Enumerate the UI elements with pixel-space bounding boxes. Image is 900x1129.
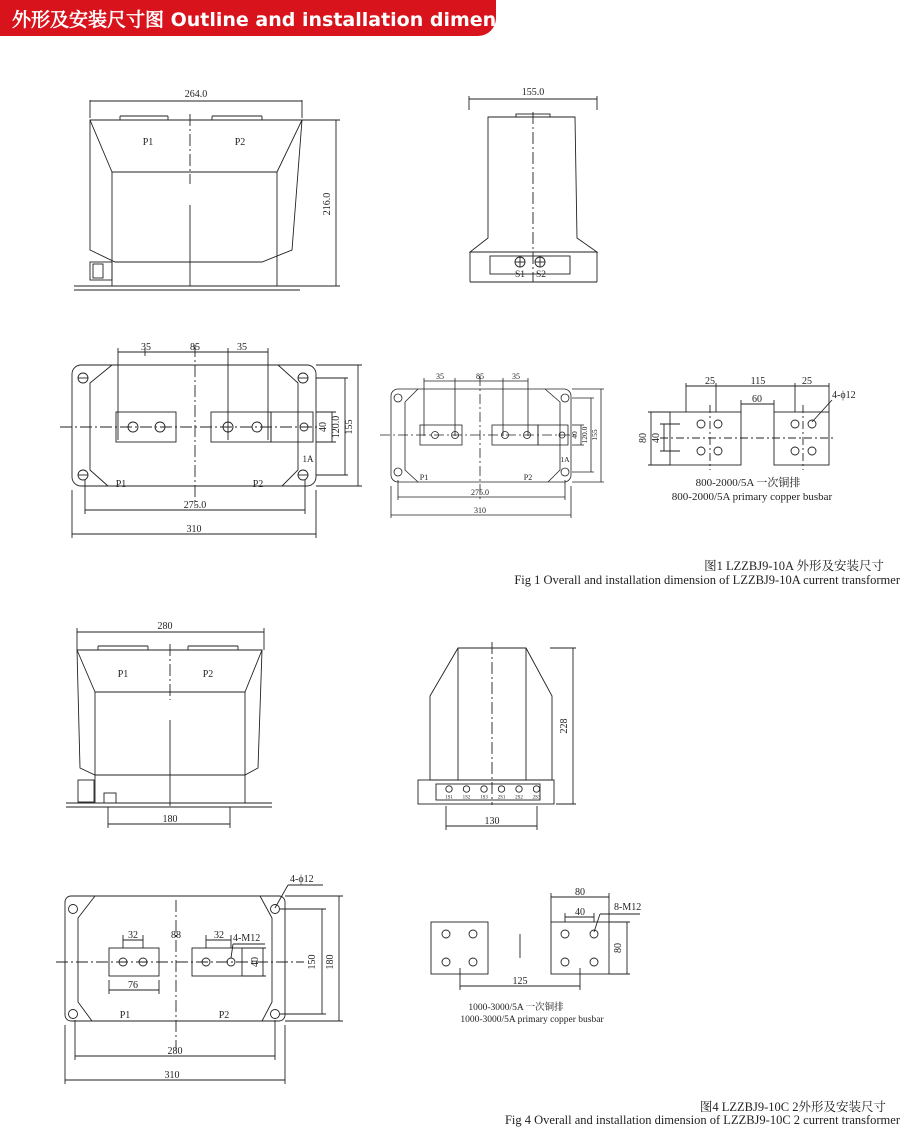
fig4-busbar-detail xyxy=(431,887,641,1025)
fig1-top-view-small xyxy=(380,372,604,518)
fig1-top-d3-label: 35 xyxy=(237,342,247,353)
fig1-caption-cn: 图1 LZZBJ9-10A 外形及安装尺寸 xyxy=(704,559,884,573)
fig1-top-small-d2-label: 85 xyxy=(476,372,484,381)
fig4-front-p1-label: P1 xyxy=(117,669,129,680)
fig1-top-small-p1-label: P1 xyxy=(419,473,429,482)
fig1-top-small-h120-label: 120.0 xyxy=(580,426,589,444)
fig1-top-small-d3-label: 35 xyxy=(512,372,520,381)
fig4-top-h180-label: 180 xyxy=(325,954,336,970)
busbar1-d25b-label: 25 xyxy=(802,376,812,387)
fig4-front-p2-label: P2 xyxy=(202,669,214,680)
fig4-top-holes-label: 4-ϕ12 xyxy=(290,874,314,885)
busbar1-d115-label: 115 xyxy=(750,376,766,387)
fig1-top-h120-label: 120.0 xyxy=(331,415,342,439)
terminal-label: 1S1 xyxy=(445,795,453,801)
fig1-top-small-d1-label: 35 xyxy=(436,372,444,381)
fig4-top-p2-label: P2 xyxy=(218,1010,230,1021)
terminal-screw-icon xyxy=(463,786,469,792)
fig4-front-view xyxy=(66,621,272,828)
fig1-front-height-label: 216.0 xyxy=(322,192,333,216)
fig1-side-s2-label: S2 xyxy=(535,270,547,280)
busbar1-h40-label: 40 xyxy=(651,433,662,443)
busbar4-caption-en: 1000-3000/5A primary copper busbar xyxy=(460,1015,604,1025)
fig4-top-d76-label: 76 xyxy=(128,980,138,991)
fig4-caption-en: Fig 4 Overall and installation dimension of LZZBJ9-10C 2 current transformer xyxy=(504,1113,900,1127)
fig4-front-base-label: 180 xyxy=(162,814,178,825)
fig4-top-p1-label: P1 xyxy=(119,1010,131,1021)
fig1-top-h40-label: 40 xyxy=(318,422,329,432)
fig1-top-h155-label: 155 xyxy=(344,419,355,435)
fig4-front-width-label: 280 xyxy=(157,621,173,632)
terminal-label: 2S1 xyxy=(497,795,506,801)
fig4-side-base-label: 130 xyxy=(484,816,500,827)
busbar4-d40-label: 40 xyxy=(575,907,585,918)
fig1-top-1a-label: 1A xyxy=(302,454,314,464)
fig4-top-m12-label: 4-M12 xyxy=(233,933,261,944)
terminal-label: 2S3 xyxy=(532,795,541,801)
busbar1-caption-en: 800-2000/5A primary copper busbar xyxy=(671,491,833,503)
fig1-top-small-w310-label: 310 xyxy=(474,506,486,515)
fig1-top-small-w275-label: 275.0 xyxy=(471,488,489,497)
fig1-top-small-p2-label: P2 xyxy=(523,473,533,482)
terminal-label: 1S3 xyxy=(480,795,488,801)
busbar1-d60-label: 60 xyxy=(752,394,762,405)
fig1-caption-en: Fig 1 Overall and installation dimension of LZZBJ9-10A current transformer xyxy=(514,573,900,587)
terminal-label: 2S2 xyxy=(515,795,523,801)
fig4-side-view xyxy=(418,642,576,830)
section-title: 外形及安装尺寸图 Outline and installation dimension xyxy=(12,9,541,31)
fig4-top-d32a-label: 32 xyxy=(128,930,138,941)
terminal-screw-icon xyxy=(516,786,522,792)
fig1-top-p1-label: P1 xyxy=(115,479,127,490)
fig1-top-small-1a-label: 1A xyxy=(560,455,570,464)
busbar1-h80-label: 80 xyxy=(638,433,649,443)
fig1-front-view xyxy=(74,89,340,290)
fig1-top-w275-label: 275.0 xyxy=(183,500,207,511)
fig4-top-view xyxy=(56,874,343,1084)
terminal-screw-icon xyxy=(481,786,487,792)
fig4-caption-cn: 图4 LZZBJ9-10C 2外形及安装尺寸 xyxy=(699,1100,886,1114)
fig4-side-height-label: 228 xyxy=(559,718,570,734)
fig4-top-w280-label: 280 xyxy=(167,1046,183,1057)
fig4-top-h40-label: 40 xyxy=(250,957,261,967)
fig4-top-d32b-label: 32 xyxy=(214,930,224,941)
busbar4-d125-label: 125 xyxy=(512,976,528,987)
fig1-top-small-h40-label: 40 xyxy=(570,431,579,439)
terminal-screw-icon xyxy=(498,786,504,792)
fig1-top-w310-label: 310 xyxy=(186,524,202,535)
fig1-front-p2-label: P2 xyxy=(234,137,246,148)
busbar4-caption-cn: 1000-3000/5A 一次铜排 xyxy=(468,1003,564,1013)
terminal-screw-icon xyxy=(533,786,539,792)
fig4-top-h150-label: 150 xyxy=(307,954,318,970)
fig4-top-w310-label: 310 xyxy=(164,1070,180,1081)
busbar1-caption-cn: 800-2000/5A 一次铜排 xyxy=(695,477,801,489)
fig4-top-d88-label: 88 xyxy=(171,930,181,941)
fig1-side-view xyxy=(469,87,597,282)
fig1-top-d2-label: 85 xyxy=(190,342,200,353)
fig1-side-s1-label: S1 xyxy=(514,270,526,280)
fig1-top-view xyxy=(60,342,362,538)
fig1-top-p2-label: P2 xyxy=(252,479,264,490)
fig1-top-d1-label: 35 xyxy=(141,342,151,353)
fig1-side-width-label: 155.0 xyxy=(521,87,545,98)
fig1-front-width-label: 264.0 xyxy=(184,89,208,100)
busbar1-holes-label: 4-ϕ12 xyxy=(832,390,856,401)
busbar1-d25a-label: 25 xyxy=(705,376,715,387)
terminal-label: 1S2 xyxy=(462,795,471,801)
fig4-side-terminals xyxy=(445,786,541,801)
busbar4-d80-label: 80 xyxy=(575,887,585,898)
busbar4-m12-label: 8-M12 xyxy=(614,902,642,913)
busbar4-h80-label: 80 xyxy=(613,943,624,953)
fig1-top-small-h155-label: 155 xyxy=(590,429,599,441)
fig1-busbar-detail xyxy=(638,376,856,503)
fig1-front-p1-label: P1 xyxy=(142,137,154,148)
terminal-screw-icon xyxy=(446,786,452,792)
